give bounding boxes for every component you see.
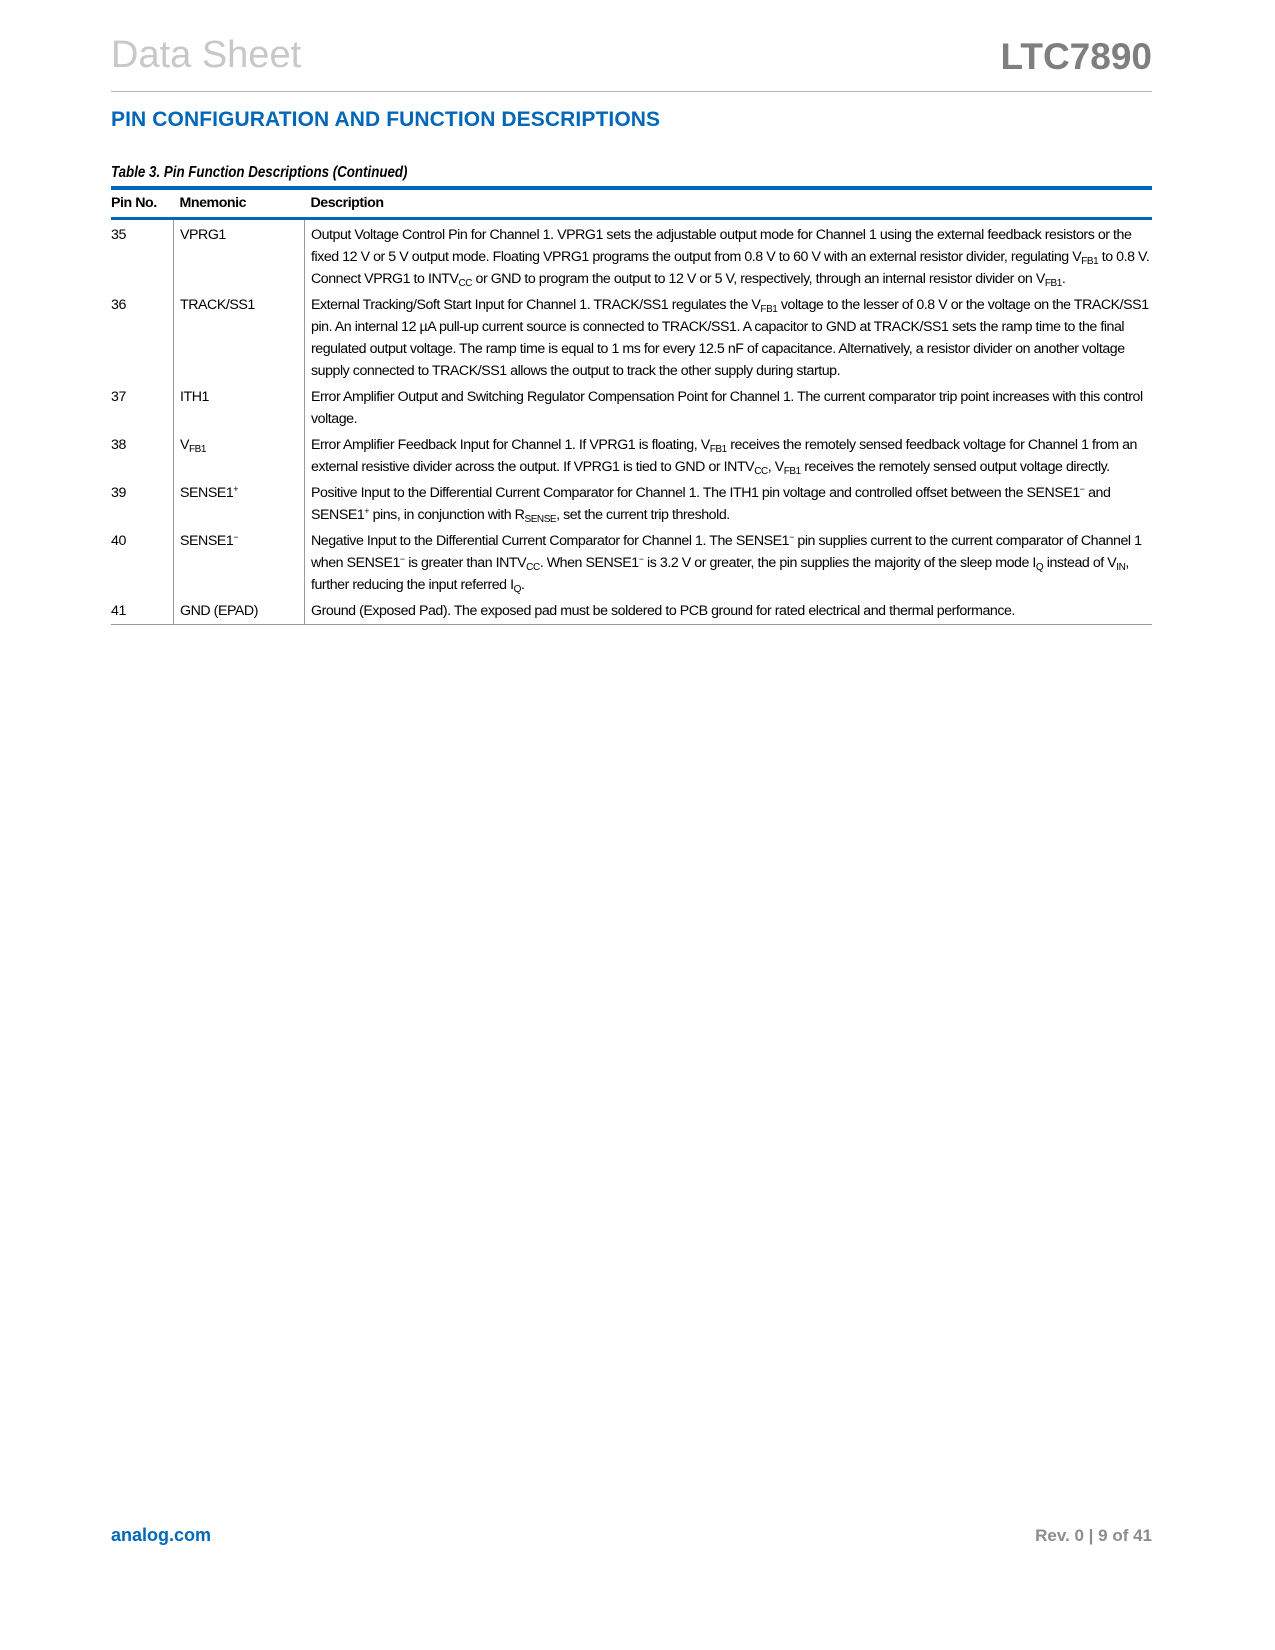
table-row [111,219,1152,293]
description-subscript: FB1 [760,304,778,315]
table-row [111,480,1152,528]
description-text: Positive Input to the Differential Current Comparator for Channel 1. The ITH1 pin voltage and controlled offset between the SENSE1 [311,485,1080,501]
pin-description [305,219,1153,293]
description-text: instead of V [1043,555,1117,571]
mnemonic-text: TRACK/SS1 [180,297,255,313]
table-body [111,219,1152,625]
description-text: or GND to program the output to 12 V or 5 V, respectively, through an internal resistor divider on V [472,271,1045,287]
description-text: . [520,577,525,593]
description-superscript: − [399,554,405,564]
table-caption: Table 3. Pin Function Descriptions (Continued) [111,164,408,181]
description-text: is greater than INTV [404,555,527,571]
pin-number: 39 [111,485,126,501]
description-text: pin supplies current to the current comparator of Channel 1 when SENSE1 [311,533,1142,571]
pin-mnemonic [174,219,305,293]
pin-description [305,432,1153,480]
description-subscript: FB1 [783,466,801,477]
description-text: , further reducing the input referred I [311,555,1129,593]
description-text: pins, in conjunction with R [369,507,525,523]
pin-function-table [111,186,1152,625]
description-superscript: − [638,554,644,564]
description-text: to 0.8 V. Connect VPRG1 to INTV [311,249,1150,287]
description-subscript: CC [458,278,473,289]
description-subscript: Q [1035,562,1044,573]
pin-mnemonic [174,528,305,598]
column-header-description: Description [310,195,384,211]
table-row [111,528,1152,598]
description-superscript: − [1079,484,1085,494]
pin-number: 36 [111,297,126,313]
pin-description [305,384,1153,432]
pin-mnemonic [174,292,305,384]
column-header-mnemonic: Mnemonic [179,195,247,211]
description-text: receives the remotely sensed output voltage directly. [800,459,1110,475]
description-text: Output Voltage Control Pin for Channel 1. VPRG1 sets the adjustable output mode for Channel 1 using the external feedback resistors or the fixed 12 V or 5 V output mode. Floating VPRG1 programs the output from 0.8 V to 60 V with an external resistor divider, regulating V [311,227,1132,265]
mnemonic-text: SENSE1 [180,533,234,549]
pin-number: 40 [111,533,126,549]
description-text: . When SENSE1 [539,555,639,571]
header-divider [111,91,1152,92]
description-subscript: SENSE [524,514,557,525]
pin-number: 37 [111,389,126,405]
description-subscript: CC [526,562,540,573]
description-text: and SENSE1 [311,485,1111,523]
pin-mnemonic [174,598,305,625]
pin-mnemonic [174,384,305,432]
table-row [111,432,1152,480]
table-row [111,384,1152,432]
pin-mnemonic [174,480,305,528]
page-info: Rev. 0 | 9 of 41 [1035,1526,1152,1545]
pin-description [305,480,1153,528]
description-text: Error Amplifier Feedback Input for Channel 1. If VPRG1 is floating, V [311,437,710,453]
description-subscript: Q [513,584,521,595]
description-text: Ground (Exposed Pad). The exposed pad must be soldered to PCB ground for rated electrical and thermal performance. [311,603,1015,619]
part-number: LTC7890 [1000,36,1152,77]
description-subscript: IN [1116,562,1126,573]
description-text: receives the remotely sensed feedback voltage for Channel 1 from an external resistive divider across the output. If VPRG1 is tied to GND or INTV [311,437,1137,475]
pin-description [305,598,1153,625]
mnemonic-text: V [180,437,190,453]
table-header-row [111,188,1152,219]
description-text: Error Amplifier Output and Switching Regulator Compensation Point for Channel 1. The current comparator trip point increases with this control voltage. [311,389,1143,427]
description-superscript: − [789,532,794,542]
table-row [111,292,1152,384]
description-subscript: FB1 [1081,256,1099,267]
description-text: . [1061,271,1066,287]
description-subscript: FB1 [709,444,727,455]
table-row [111,598,1152,625]
website-link[interactable]: analog.com [111,1525,212,1545]
description-text: Negative Input to the Differential Current Comparator for Channel 1. The SENSE1 [311,533,790,549]
description-text: External Tracking/Soft Start Input for Channel 1. TRACK/SS1 regulates the V [311,297,761,313]
mnemonic-superscript: + [233,484,239,494]
mnemonic-superscript: − [233,532,239,542]
mnemonic-text: ITH1 [180,389,209,405]
description-subscript: CC [754,466,768,477]
pin-description [305,528,1153,598]
pin-number: 35 [111,227,126,243]
mnemonic-text: VPRG1 [180,227,226,243]
description-subscript: FB1 [1044,278,1062,289]
pin-mnemonic [174,432,305,480]
description-text: is 3.2 V or greater, the pin supplies the majority of the sleep mode I [643,555,1036,571]
mnemonic-subscript: FB1 [189,444,207,455]
section-title: PIN CONFIGURATION AND FUNCTION DESCRIPTIONS [111,108,661,131]
description-text: , set the current trip threshold. [556,507,730,523]
description-superscript: + [364,506,370,516]
column-header-pin-no: Pin No. [111,195,157,211]
mnemonic-text: SENSE1 [180,485,234,501]
pin-description [305,292,1153,384]
description-text: , V [767,459,784,475]
pin-number: 41 [111,603,126,619]
pin-number: 38 [111,437,126,453]
description-text: voltage to the lesser of 0.8 V or the voltage on the TRACK/SS1 pin. An internal 12 µA pull-up current source is connected to TRACK/SS1. A capacitor to GND at TRACK/SS1 sets the ramp time to the final regulated output voltage. The ramp time is equal to 1 ms for every 12.5 nF of capacitance. Alternatively, a resistor divider on another voltage supply connected to TRACK/SS1 allows the output to track the other supply during startup. [311,297,1149,379]
mnemonic-text: GND (EPAD) [180,603,258,619]
doc-type-label: Data Sheet [111,34,302,76]
